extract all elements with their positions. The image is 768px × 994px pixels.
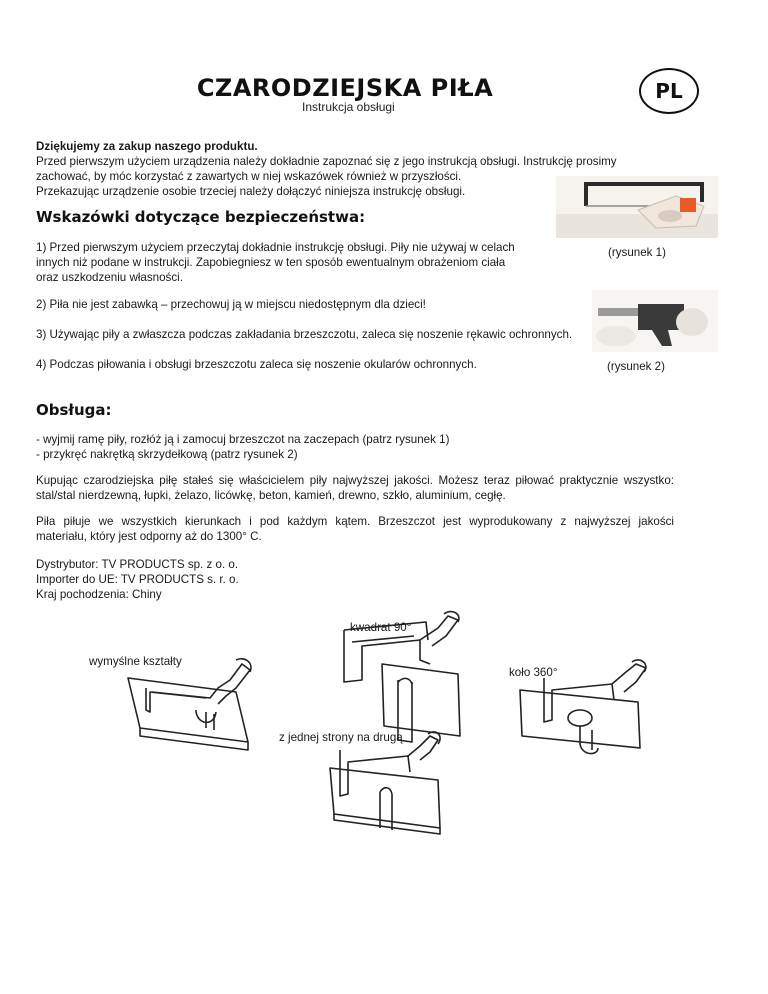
usage-paragraph-2-line-2: materiału, który jest odporny aż do 1300° C.	[36, 530, 262, 543]
safety-item-1	[36, 240, 556, 285]
usage-paragraph-2-line-1: Piła piłuje we wszystkich kierunkach i pod każdym kątem. Brzeszczot jest wyprodukowany z najwyższej jakości	[36, 515, 674, 528]
intro-line-1: Przed pierwszym użyciem urządzenia należy dokładnie zapoznać się z jego instrukcją obsługi. Instrukcję prosimy	[36, 155, 617, 168]
safety-item-1-line-1: 1) Przed pierwszym użyciem przeczytaj dokładnie instrukcję obsługi. Piły nie używaj w celach	[36, 241, 515, 254]
usage-step-1: - wyjmij ramę piły, rozłóż ją i zamocuj brzeszczot na zaczepach (patrz rysunek 1)	[36, 433, 450, 446]
usage-heading: Obsługa:	[36, 401, 112, 419]
document-title: CZARODZIEJSKA PIŁA	[196, 74, 494, 102]
illustration-fancy-shapes	[128, 659, 251, 750]
origin-line: Kraj pochodzenia: Chiny	[36, 588, 162, 601]
safety-heading: Wskazówki dotyczące bezpieczeństwa:	[36, 208, 366, 226]
distributor-line: Dystrybutor: TV PRODUCTS sp. z o. o.	[36, 558, 239, 571]
safety-item-3: 3) Używając piły a zwłaszcza podczas zakładania brzeszczotu, zaleca się noszenie rękawic ochronnych.	[36, 328, 573, 341]
safety-item-1-line-2: innych niż podane w instrukcji. Zapobiegniesz w ten sposób ewentualnym obrażeniom ciała	[36, 256, 506, 269]
figure-2-photo	[592, 290, 718, 352]
usage-illustrations	[0, 600, 768, 840]
intro-bold-line: Dziękujemy za zakup naszego produktu.	[36, 140, 258, 153]
usage-paragraph-2	[36, 514, 674, 544]
usage-paragraph-1-line-1: Kupując czarodziejska piłę stałeś się właścicielem piły najwyższej jakości. Możesz teraz piłować praktycznie wszystko:	[36, 474, 674, 487]
safety-item-2: 2) Piła nie jest zabawką – przechowuj ją w miejscu niedostępnym dla dzieci!	[36, 298, 426, 311]
safety-item-4: 4) Podczas piłowania i obsługi brzeszczotu zaleca się noszenie okularów ochronnych.	[36, 358, 477, 371]
safety-item-1-line-3: oraz uszkodzeniu własności.	[36, 271, 183, 284]
label-through: z jednej strony na drugą	[279, 731, 403, 744]
intro-line-2: zachować, by móc korzystać z zawartych w niej wskazówek również w przyszłości.	[36, 170, 462, 183]
usage-paragraph-1-line-2: stal/stal nierdzewną, łupki, żelazo, licówkę, beton, kamień, drewno, szkło, aluminium, cegłę.	[36, 489, 506, 502]
intro-line-3: Przekazując urządzenie osobie trzeciej należy dołączyć niniejsza instrukcję obsługi.	[36, 185, 466, 198]
importer-line: Importer do UE: TV PRODUCTS s. r. o.	[36, 573, 239, 586]
distribution-info	[36, 557, 239, 602]
label-circle-360: koło 360°	[509, 666, 558, 679]
figure-1-photo	[556, 176, 718, 238]
usage-paragraph-1	[36, 473, 674, 503]
figure-1-caption: (rysunek 1)	[608, 246, 666, 259]
document-subtitle: Instrukcja obsługi	[302, 100, 395, 114]
label-fancy-shapes: wymyślne kształty	[89, 655, 182, 668]
language-badge: PL	[639, 68, 699, 114]
figure-2-caption: (rysunek 2)	[607, 360, 665, 373]
label-square-90: kwadrat 90°	[350, 621, 412, 634]
usage-steps	[36, 432, 449, 462]
illustration-through	[330, 732, 440, 834]
usage-step-2: - przykręć nakrętką skrzydełkową (patrz rysunek 2)	[36, 448, 298, 461]
